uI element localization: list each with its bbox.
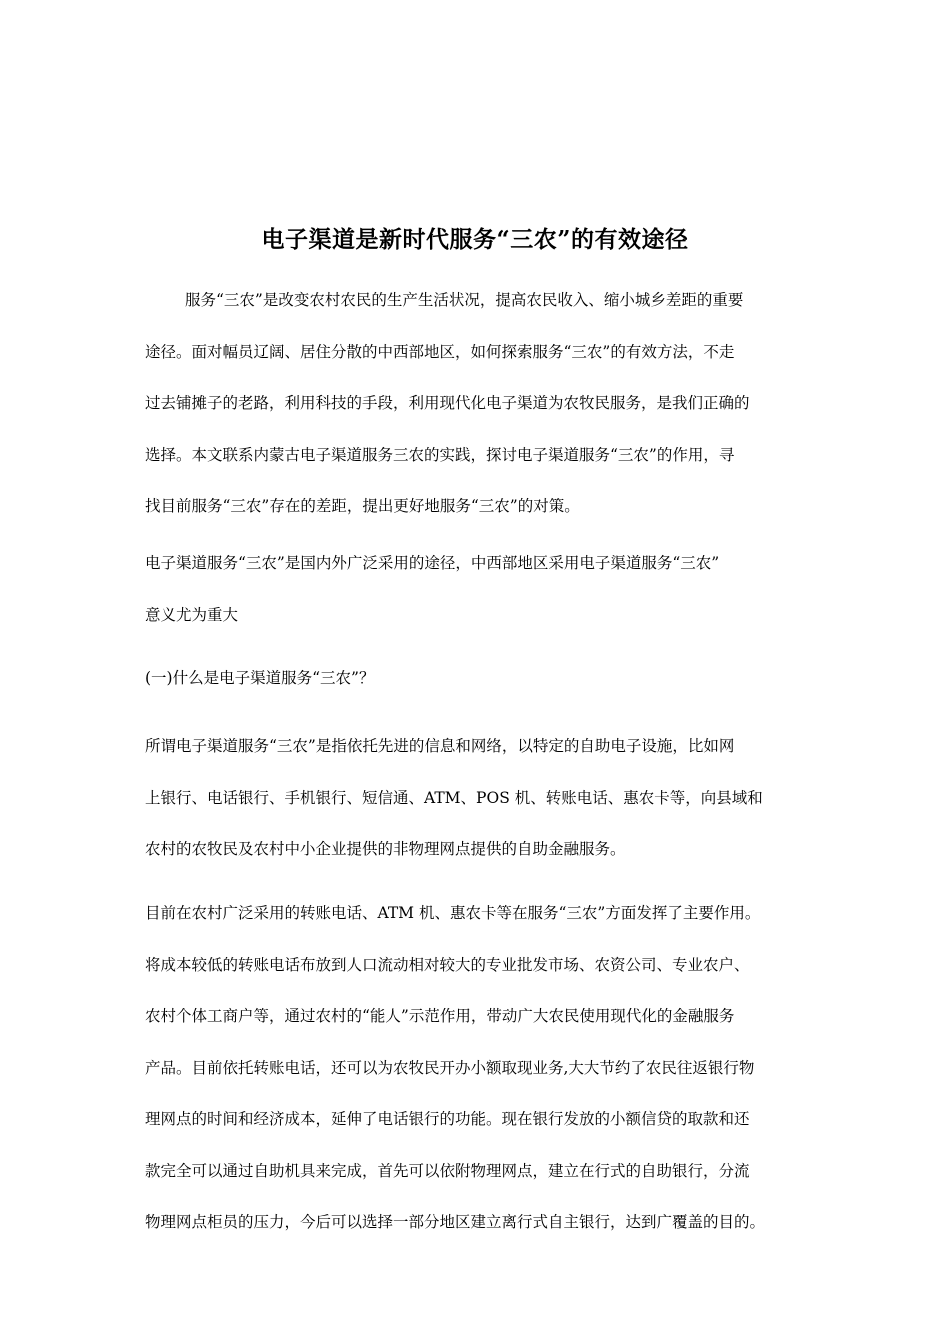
paragraph-line: 物理网点柜员的压力，今后可以选择一部分地区建立离行式自主银行，达到广覆盖的目的。 xyxy=(145,1213,766,1231)
paragraph-line: 农村个体工商户等，通过农村的“能人”示范作用，带动广大农民使用现代化的金融服务 xyxy=(145,1007,735,1025)
abstract-line: 选择。本文联系内蒙古电子渠道服务三农的实践，探讨电子渠道服务“三农”的作用，寻 xyxy=(145,445,735,464)
abstract-line: 途径。面对幅员辽阔、居住分散的中西部地区，如何探索服务“三农”的有效方法，不走 xyxy=(145,342,735,361)
paragraph-line: 产品。目前依托转账电话，还可以为农牧民开办小额取现业务,大大节约了农民往返银行物 xyxy=(145,1058,755,1077)
section-heading-line: 意义尤为重大 xyxy=(145,605,239,624)
abstract-paragraph xyxy=(145,275,815,533)
paragraph-line: 款完全可以通过自助机具来完成，首先可以依附物理网点，建立在行式的自助银行，分流 xyxy=(145,1161,750,1180)
body-paragraph-2 xyxy=(145,888,815,1249)
section-heading-line: 电子渠道服务“三农”是国内外广泛采用的途径，中西部地区采用电子渠道服务“三农” xyxy=(145,554,720,572)
body-paragraph-1 xyxy=(145,721,815,876)
paragraph-line: 目前在农村广泛采用的转账电话、ATM 机、惠农卡等在服务“三农”方面发挥了主要作用。 xyxy=(145,904,761,922)
paragraph-line: 理网点的时间和经济成本，延伸了电话银行的功能。现在银行发放的小额信贷的取款和还 xyxy=(145,1110,750,1128)
abstract-line: 服务“三农”是改变农村农民的生产生活状况，提高农民收入、缩小城乡差距的重要 xyxy=(185,291,744,309)
paragraph-line: 将成本较低的转账电话布放到人口流动相对较大的专业批发市场、农资公司、专业农户、 xyxy=(145,955,750,974)
paragraph-line: 农村的农牧民及农村中小企业提供的非物理网点提供的自助金融服务。 xyxy=(145,840,626,858)
section-heading xyxy=(145,538,815,641)
subsection-heading-line: (一)什么是电子渠道服务“三农”？ xyxy=(145,669,375,687)
subsection-heading xyxy=(145,653,815,705)
abstract-line: 找目前服务“三农”存在的差距，提出更好地服务“三农”的对策。 xyxy=(145,497,580,515)
paragraph-line: 上银行、电话银行、手机银行、短信通、ATM、POS 机、转账电话、惠农卡等，向县域和 xyxy=(145,788,763,807)
document-title: 电子渠道是新时代服务“三农”的有效途径 xyxy=(261,226,689,253)
paragraph-line: 所谓电子渠道服务“三农”是指依托先进的信息和网络，以特定的自助电子设施，比如网 xyxy=(145,737,735,755)
abstract-line: 过去铺摊子的老路，利用科技的手段，利用现代化电子渠道为农牧民服务，是我们正确的 xyxy=(145,394,750,412)
